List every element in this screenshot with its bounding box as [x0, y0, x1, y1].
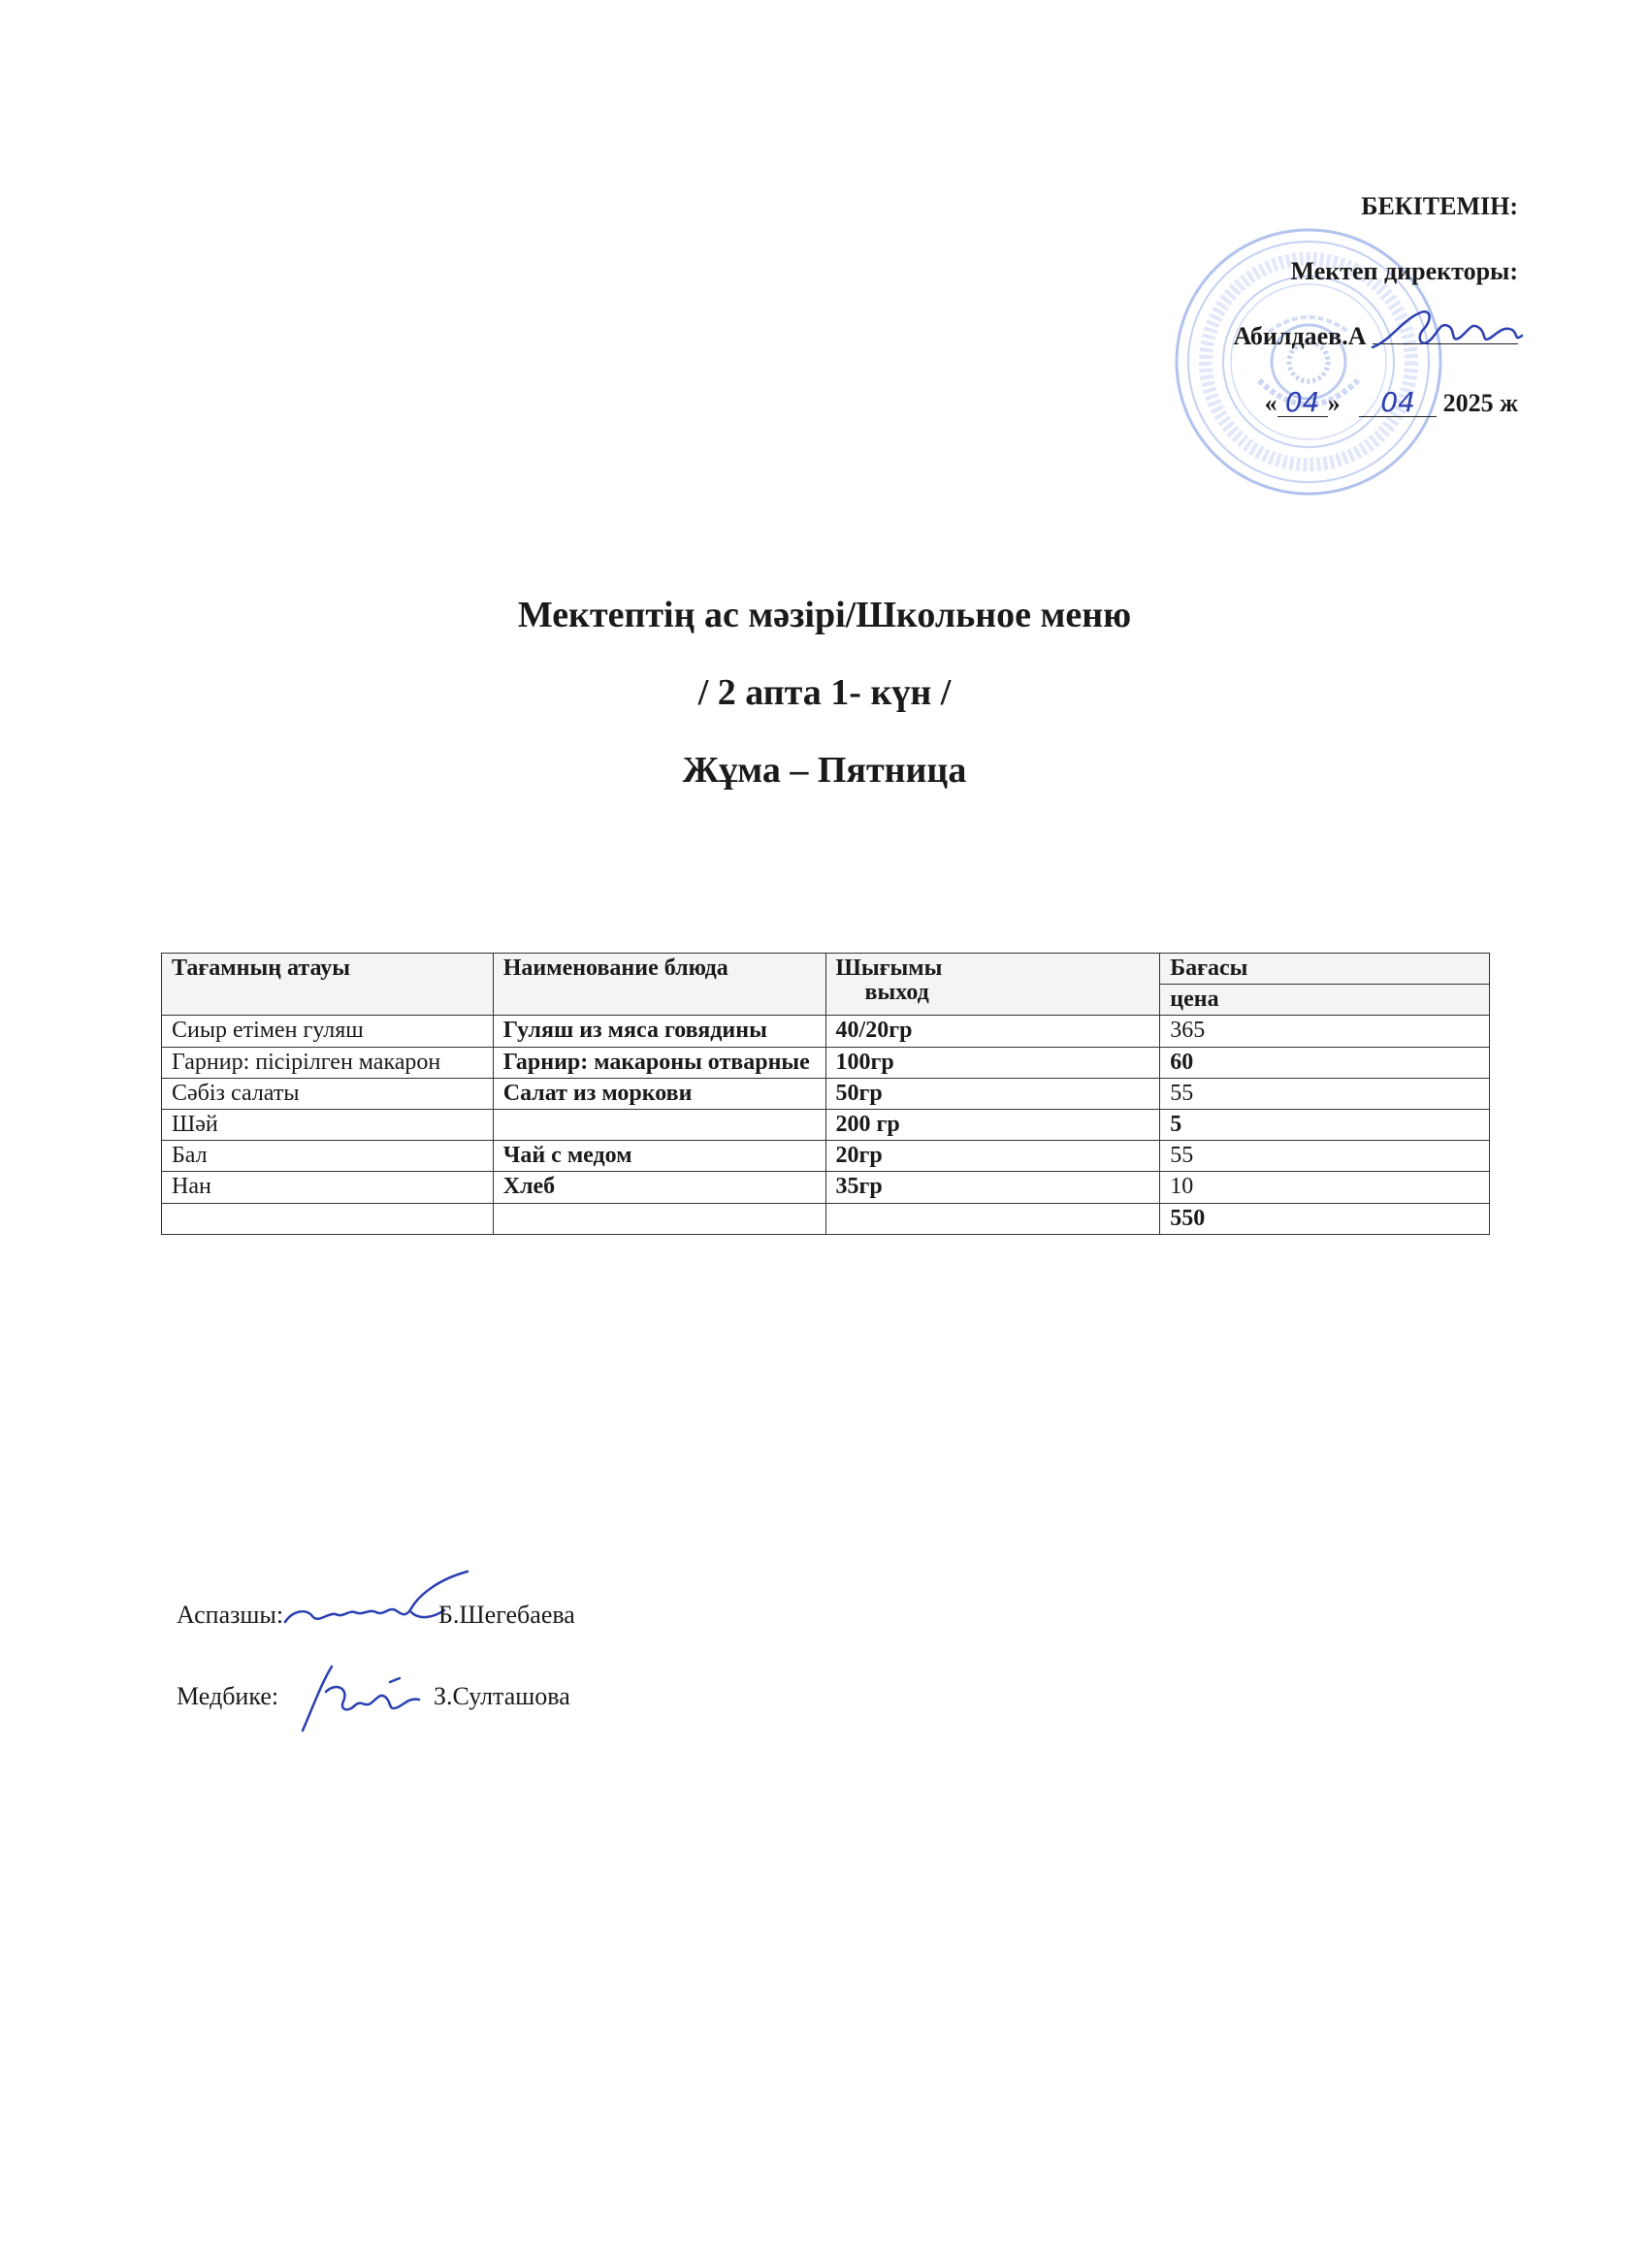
- date-open-quote: «: [1264, 389, 1277, 417]
- cell-price: 5: [1160, 1109, 1490, 1140]
- director-title: Мектеп директоры:: [1290, 257, 1518, 285]
- cell-kz: [162, 1203, 494, 1234]
- table-row: [162, 1109, 1490, 1140]
- table-header-row: [162, 954, 1490, 985]
- cell-yield: 200 гр: [825, 1109, 1160, 1140]
- nurse-signature: [293, 1653, 448, 1740]
- cell-kz: Шәй: [162, 1109, 494, 1140]
- cell-yield: 40/20гр: [825, 1016, 1160, 1047]
- table-row: [162, 1141, 1490, 1172]
- cell-ru: Гарнир: макароны отварные: [493, 1047, 825, 1078]
- cell-ru: Чай с медом: [493, 1141, 825, 1172]
- date-day: 04: [1284, 386, 1320, 418]
- director-name-line: [1111, 324, 1518, 389]
- table-row: [162, 1172, 1490, 1203]
- cell-kz: Бал: [162, 1141, 494, 1172]
- title-menu: Мектептің ас мәзірі/Школьное меню: [517, 595, 1132, 635]
- cell-kz: Сиыр етімен гуляш: [162, 1016, 494, 1047]
- cell-yield: [825, 1203, 1160, 1234]
- cell-yield: 35гр: [825, 1172, 1160, 1203]
- cell-ru: Салат из моркови: [493, 1078, 825, 1109]
- table-row: [162, 1078, 1490, 1109]
- signer-role: Аспазшы:: [177, 1601, 284, 1629]
- date-year: 2025 ж: [1442, 389, 1518, 417]
- header-name-kz: Тағамның атауы: [162, 954, 494, 1016]
- header-price-kz: Бағасы: [1160, 954, 1490, 985]
- director-signature-line: [1373, 343, 1518, 344]
- title-weekday-name: Жұма – Пятница: [682, 750, 967, 791]
- cell-price: 60: [1160, 1047, 1490, 1078]
- header-name-ru: Наименование блюда: [493, 954, 825, 1016]
- signer-name: Б.Шегебаева: [438, 1601, 575, 1629]
- cell-kz: Нан: [162, 1172, 494, 1203]
- cell-ru: Хлеб: [493, 1172, 825, 1203]
- approval-block: [1111, 194, 1518, 454]
- cell-yield: 50гр: [825, 1078, 1160, 1109]
- cell-ru: [493, 1203, 825, 1234]
- header-price-ru: цена: [1160, 985, 1490, 1016]
- cell-ru: Гуляш из мяса говядины: [493, 1016, 825, 1047]
- cell-price: 55: [1160, 1078, 1490, 1109]
- menu-table: [161, 953, 1490, 1235]
- cell-total-price: 550: [1160, 1203, 1490, 1234]
- director-name: Абилдаев.А: [1233, 322, 1367, 350]
- signer-name: З.Султашова: [434, 1682, 570, 1710]
- approval-date-line: [1111, 386, 1518, 454]
- header-yield: [825, 954, 1160, 1016]
- header-yield-kz: Шығымы: [835, 956, 943, 981]
- date-close-quote: »: [1327, 389, 1341, 417]
- table-row: [162, 1047, 1490, 1078]
- cell-price: 10: [1160, 1172, 1490, 1203]
- cell-price: 55: [1160, 1141, 1490, 1172]
- approve-heading: БЕКІТЕМІН:: [1361, 192, 1518, 220]
- header-yield-ru: выход: [864, 980, 929, 1006]
- cell-kz: Гарнир: пісірілген макарон: [162, 1047, 494, 1078]
- title-week-day: / 2 апта 1- күн /: [697, 672, 952, 713]
- cell-kz: Сәбіз салаты: [162, 1078, 494, 1109]
- date-month: 04: [1380, 386, 1415, 418]
- director-signature: [1363, 301, 1528, 359]
- document-titles: [0, 594, 1649, 826]
- cell-price: 365: [1160, 1016, 1490, 1047]
- signer-role: Медбике:: [177, 1682, 279, 1710]
- cell-yield: 20гр: [825, 1141, 1160, 1172]
- table-row: [162, 1016, 1490, 1047]
- cell-yield: 100гр: [825, 1047, 1160, 1078]
- table-total-row: [162, 1203, 1490, 1234]
- cell-ru: [493, 1109, 825, 1140]
